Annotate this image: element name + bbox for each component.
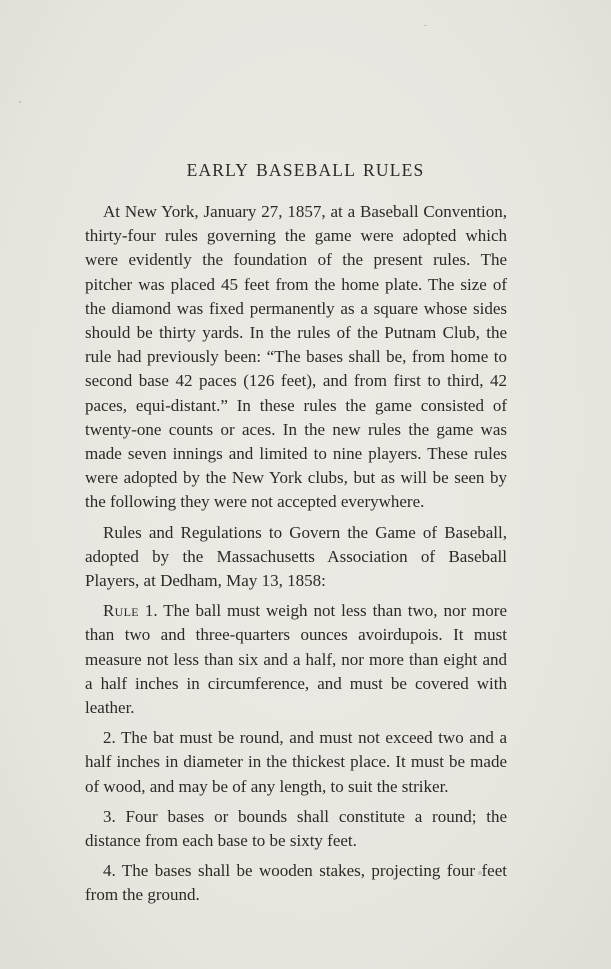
- paragraph-intro: At New York, January 27, 1857, at a Baseball Convention, thirty-four rules governing the game were adopted which were evidently the foundation of the present rules. The pitcher was placed 45 feet from the home plate. The size of the diamond was fixed permanently as a square whose sides should be thirty yards. In the rules of the Putnam Club, the rule had previously been: “The bases shall be, from home to second base 42 paces (126 feet), and from first to third, 42 paces, equi-distant.” In these rules the game consisted of twenty-one counts or aces. In the new rules the game was made seven innings and limited to nine players. These rules were adopted by the New York clubs, but as will be seen by the following they were not accepted everywhere.: [85, 202, 507, 512]
- paragraph-rules-heading: Rules and Regulations to Govern the Game of Baseball, adopted by the Massachusetts Association of Baseball Players, at Dedham, May 13, 1858:: [85, 522, 507, 591]
- body-text: [85, 200, 507, 914]
- rule-3: 3. Four bases or bounds shall constitute a round; the distance from each base to be sixty feet.: [85, 806, 507, 851]
- rule-1: [85, 599, 507, 720]
- rule-label: Rule: [103, 601, 139, 621]
- paper-fleck: [19, 101, 21, 103]
- page-title: EARLY BASEBALL RULES: [186, 160, 425, 180]
- rule-4: 4. The bases shall be wooden stakes, projecting four feet from the ground.: [85, 861, 507, 905]
- rule-1-text: 1. The ball must weigh not less than two, nor more than two and three-quarters ounces avoirdupois. It must measure not less than six and a half, nor more than eight and a half inches in circumference, and must be covered with leather.: [85, 601, 507, 718]
- paper-fleck: [424, 25, 427, 26]
- rule-2: 2. The bat must be round, and must not exceed two and a half inches in diameter in the thickest place. It must be made of wood, and may be of any length, to suit the striker.: [85, 728, 507, 796]
